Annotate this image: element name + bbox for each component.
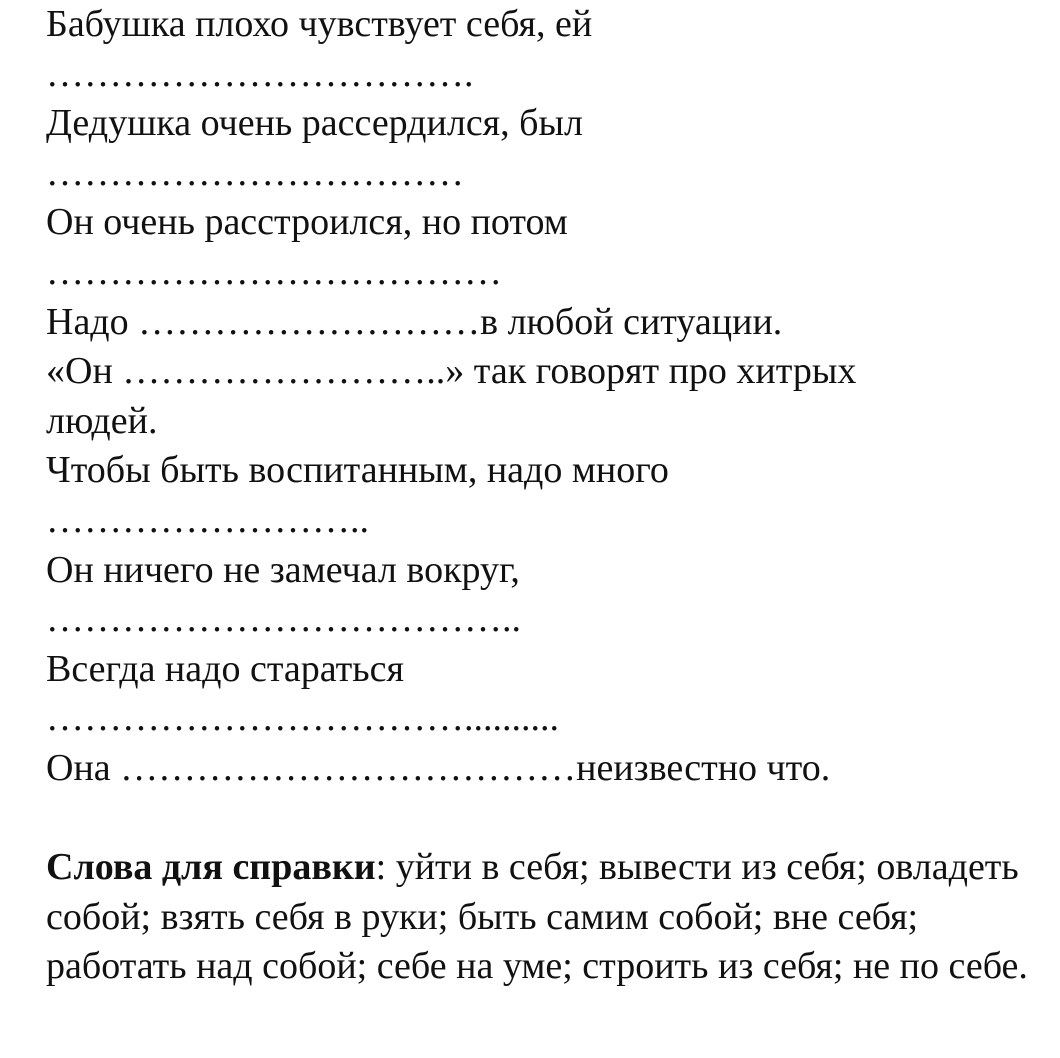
- reference-text: : уйти в себя; вывести из себя; овладеть собой; взять себя в руки; быть самим собой; вне себя; работать над собой; себе на уме; строить из себя; не по себе.: [46, 846, 1028, 988]
- reference-words: [46, 843, 1051, 992]
- sentence-line-2: Дедушка очень рассердился, был: [46, 102, 583, 145]
- sentence-line-4: Надо ………………………в любой ситуации.: [46, 300, 783, 343]
- sentence-line-9: Она ………………………………неизвестно что.: [46, 746, 831, 789]
- blank-line-2: ……………………………: [46, 151, 464, 194]
- blank-line-3: ………………………………: [46, 250, 502, 293]
- blank-line-1: …………………………….: [46, 52, 474, 95]
- sentence-line-8: Всегда надо стараться: [46, 647, 404, 690]
- sentence-line-6: Чтобы быть воспитанным, надо много: [46, 449, 669, 492]
- blank-line-8: ……………………………..........: [46, 697, 559, 740]
- sentence-line-1: Бабушка плохо чувствует себя, ей: [46, 3, 593, 45]
- blank-line-7: ………………………………..: [46, 598, 521, 641]
- worksheet: [46, 0, 1051, 992]
- sentence-line-5: «Он ……………………..» так говорят про хитрых: [46, 350, 857, 393]
- reference-heading: Слова для справки: [46, 846, 376, 889]
- sentence-line-5-cont: людей.: [46, 399, 158, 442]
- blank-line-6: ……………………..: [46, 498, 369, 541]
- sentence-line-3: Он очень расстроился, но потом: [46, 201, 568, 244]
- sentence-line-7: Он ничего не замечал вокруг,: [46, 548, 520, 591]
